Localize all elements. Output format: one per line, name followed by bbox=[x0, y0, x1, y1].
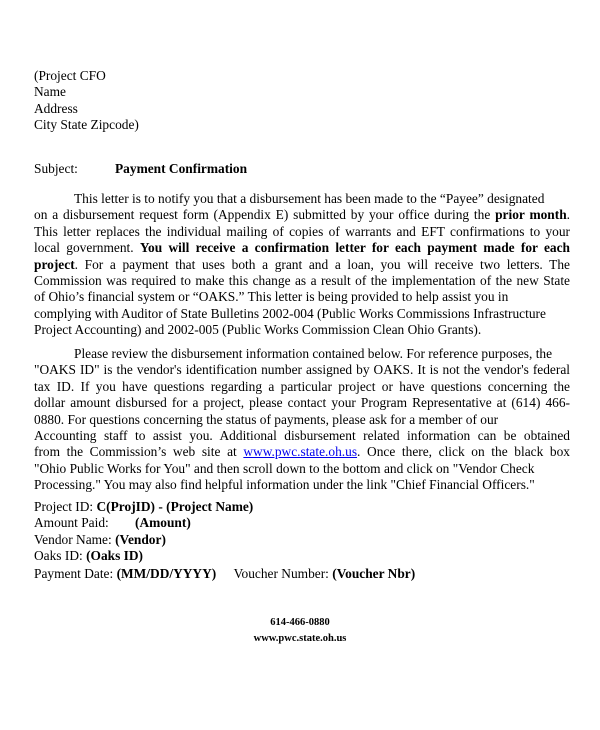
paragraph-1 bbox=[34, 191, 570, 339]
voucher-value: (Voucher Nbr) bbox=[332, 565, 416, 581]
subject-label: Subject: bbox=[34, 161, 78, 176]
voucher-label: Voucher Number: bbox=[233, 565, 333, 581]
project-id-label: Project ID: bbox=[34, 499, 97, 514]
vendor-value: (Vendor) bbox=[115, 531, 166, 547]
date-row bbox=[34, 566, 570, 582]
para1-line-5: project. For a payment that uses both a grant and a loan, you will receive two letters. The bbox=[34, 256, 570, 272]
subject-line bbox=[34, 161, 570, 177]
project-emphasis: project bbox=[34, 256, 75, 272]
para1-line-9: Project Accounting) and 2002-005 (Public Works Commission Clean Ohio Grants). bbox=[34, 322, 482, 338]
address-line-3: Address bbox=[34, 100, 78, 116]
paragraph-2 bbox=[34, 346, 570, 494]
para1-line-2: on a disbursement request form (Appendix E) submitted by your office during the prior month. bbox=[34, 207, 571, 223]
subject-value: Payment Confirmation bbox=[115, 161, 248, 176]
address-line-4: City State Zipcode) bbox=[34, 117, 139, 133]
para1-line-6: Commission was required to make this change as a result of the implementation of the new State bbox=[34, 273, 570, 289]
para2-line-7: from the Commission’s web site at www.pwc.state.oh.us. Once there, click on the black box bbox=[34, 444, 570, 460]
para1-line-8: complying with Auditor of State Bulletins 2002-004 (Public Works Commissions Infrastructure bbox=[34, 305, 546, 321]
para2-line-9: Processing." You may also find helpful information under the link "Chief Financial Officers." bbox=[34, 477, 535, 493]
payment-fields bbox=[34, 499, 570, 582]
para2-line-6: Accounting staff to assist you. Additional disbursement related information can be obtained bbox=[34, 428, 570, 444]
prior-month-emphasis: prior month bbox=[495, 207, 567, 223]
address-line-1: (Project CFO bbox=[34, 68, 106, 83]
oaks-row bbox=[34, 548, 570, 564]
para2-line-2: "OAKS ID" is the vendor's identification number assigned by OAKS. It is not the vendor's federal bbox=[34, 362, 570, 378]
project-id-row bbox=[34, 499, 570, 515]
website-link[interactable]: www.pwc.state.oh.us bbox=[243, 444, 358, 460]
address-line-2: Name bbox=[34, 84, 66, 100]
para1-line-7: of Ohio’s financial system or “OAKS.” This letter is being provided to help assist you in bbox=[34, 289, 509, 305]
address-block bbox=[34, 68, 570, 134]
para1-line-3: This letter replaces the individual mailing of copies of warrants and EFT confirmations to your bbox=[34, 223, 570, 239]
oaks-label: Oaks ID: bbox=[34, 548, 87, 564]
date-label: Payment Date: bbox=[34, 565, 117, 581]
para2-line-4: dollar amount disbursed for a project, please contact your Program Representative at (614) 466- bbox=[34, 395, 570, 411]
footer-phone: 614-466-0880 bbox=[270, 617, 330, 628]
para2-line-1: Please review the disbursement information contained below. For reference purposes, the bbox=[74, 346, 553, 361]
para1-line-4: local government. You will receive a confirmation letter for each payment made for each bbox=[34, 240, 571, 256]
para2-line-8: "Ohio Public Works for You" and then scroll down to the bottom and click on "Vendor Check bbox=[34, 460, 535, 476]
para2-line-3: tax ID. If you have questions regarding a particular project or have questions concerning the bbox=[34, 378, 570, 394]
para2-line-5: 0880. For questions concerning the status of payments, please ask for a member of our bbox=[34, 411, 499, 427]
vendor-label: Vendor Name: bbox=[34, 531, 116, 547]
letter-footer bbox=[0, 615, 600, 646]
date-value: (MM/DD/YYYY) bbox=[116, 565, 217, 581]
amount-label: Amount Paid: bbox=[34, 515, 109, 531]
amount-value: (Amount) bbox=[135, 515, 191, 531]
footer-website: www.pwc.state.oh.us bbox=[253, 632, 347, 644]
confirmation-emphasis: You will receive a confirmation letter for each payment made for each bbox=[139, 240, 571, 256]
oaks-value: (Oaks ID) bbox=[86, 548, 143, 564]
project-id-value: C(ProjID) - (Project Name) bbox=[96, 499, 254, 514]
amount-row bbox=[34, 515, 570, 531]
para1-line-1: This letter is to notify you that a disbursement has been made to the “Payee” designated bbox=[74, 191, 545, 206]
vendor-row bbox=[34, 532, 570, 548]
